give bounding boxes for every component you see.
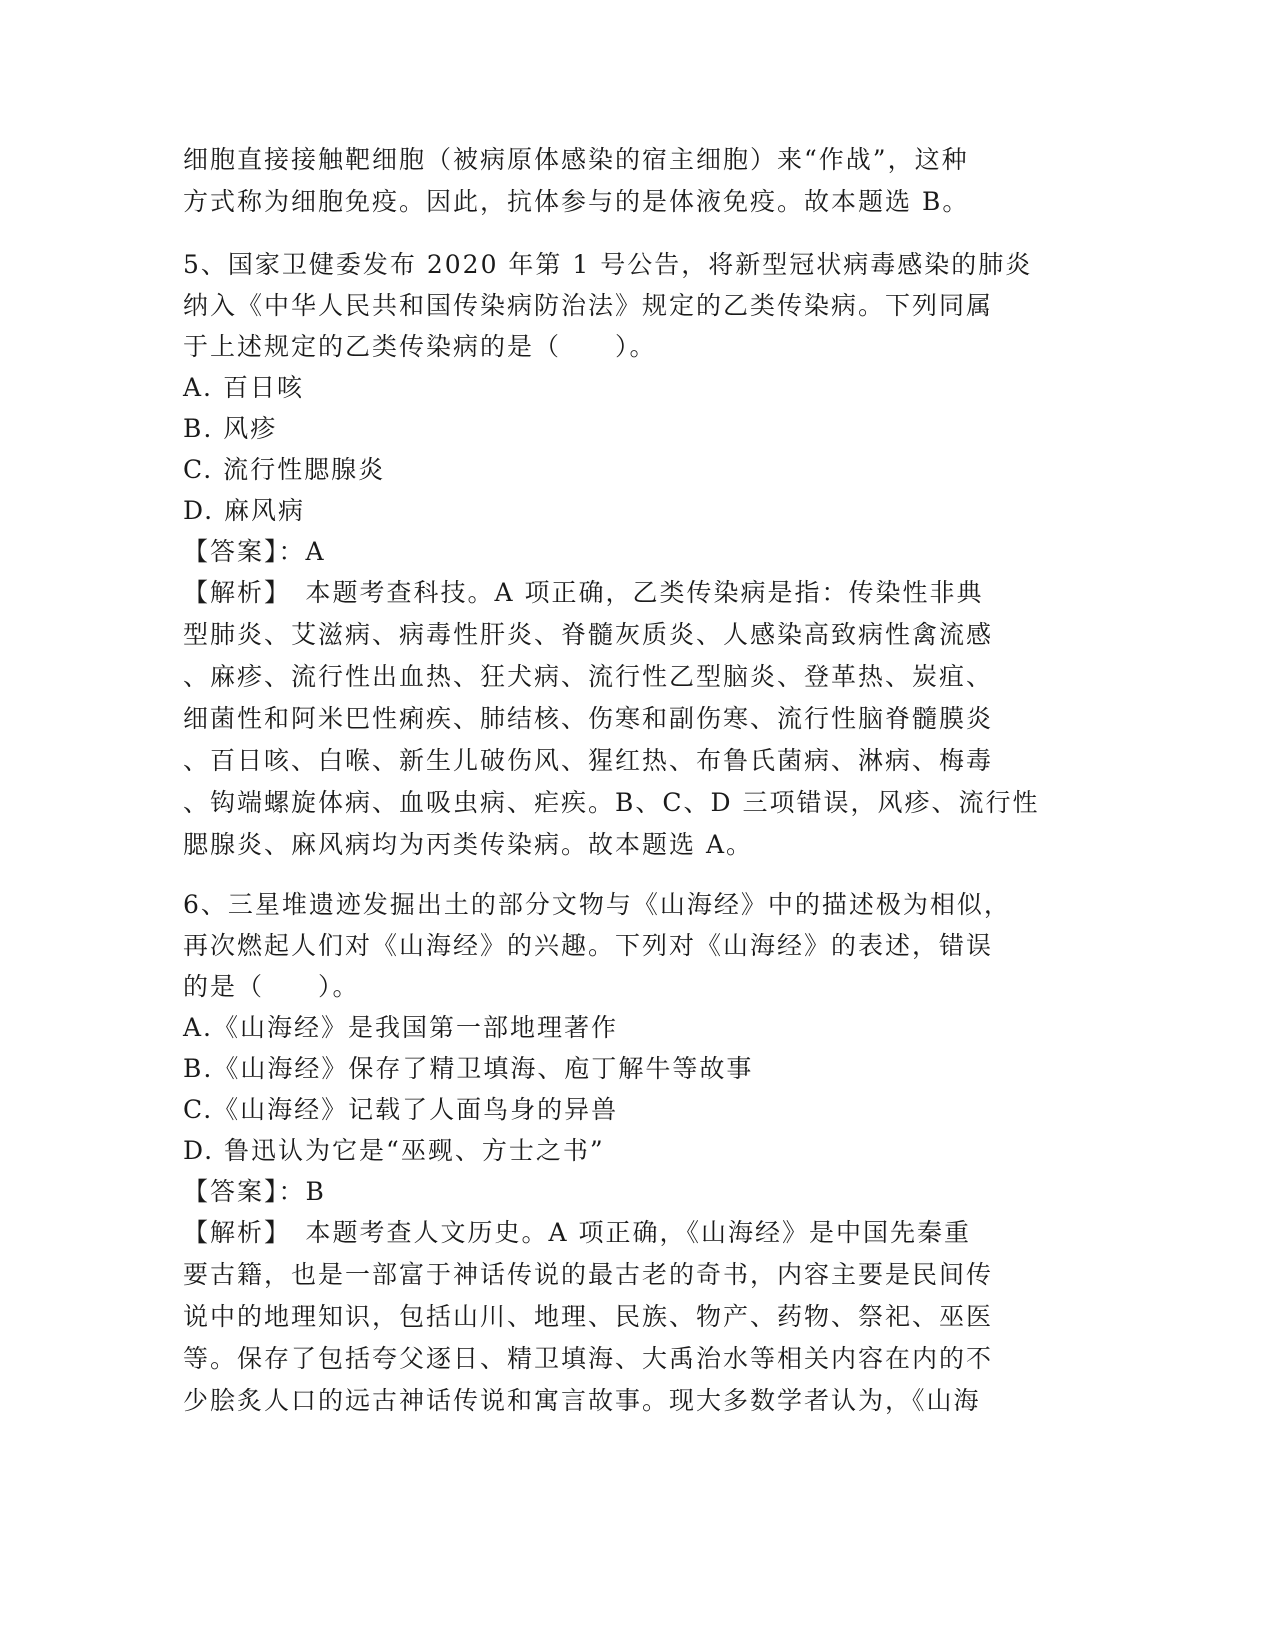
q5-stem-line: 于上述规定的乙类传染病的是（ ）。: [183, 332, 657, 361]
q6-explanation-line: 少脍炙人口的远古神话传说和寓言故事。现大多数学者认为，《山海: [183, 1386, 981, 1415]
q5-option-c: C. 流行性腮腺炎: [183, 455, 386, 484]
q5-explanation-line: 、百日咳、白喉、新生儿破伤风、猩红热、布鲁氏菌病、淋病、梅毒: [183, 746, 994, 775]
q5-explanation-line: 、钩端螺旋体病、血吸虫病、疟疾。B、C、D 三项错误，风疹、流行性: [183, 788, 1040, 817]
q6-option-c: C.《山海经》记载了人面鸟身的异兽: [183, 1095, 619, 1124]
q6-stem-line: 再次燃起人们对《山海经》的兴趣。下列对《山海经》的表述，错误: [183, 931, 994, 960]
q6-explanation-line: 要古籍，也是一部富于神话传说的最古老的奇书，内容主要是民间传: [183, 1260, 994, 1289]
q5-option-a: A. 百日咳: [183, 373, 304, 402]
q6-stem-line: 的是（ ）。: [183, 972, 360, 1001]
prev-explanation-line: 细胞直接接触靶细胞（被病原体感染的宿主细胞）来“作战”，这种: [183, 145, 969, 174]
q6-option-a: A.《山海经》是我国第一部地理著作: [183, 1013, 619, 1042]
q5-stem-line: 纳入《中华人民共和国传染病防治法》规定的乙类传染病。下列同属: [183, 291, 994, 320]
q5-explanation-line: 细菌性和阿米巴性痢疾、肺结核、伤寒和副伤寒、流行性脑脊髓膜炎: [183, 704, 994, 733]
q6-answer: 【答案】：B: [183, 1177, 326, 1206]
q6-explanation-line: 说中的地理知识，包括山川、地理、民族、物产、药物、祭祀、巫医: [183, 1302, 994, 1331]
q5-explanation-line: 、麻疹、流行性出血热、狂犬病、流行性乙型脑炎、登革热、炭疽、: [183, 662, 994, 691]
q6-stem-line: 6、三星堆遗迹发掘出土的部分文物与《山海经》中的描述极为相似，: [183, 890, 1011, 919]
q5-answer: 【答案】：A: [183, 537, 326, 566]
q5-option-b: B. 风疹: [183, 414, 278, 443]
q5-explanation-line: 型肺炎、艾滋病、病毒性肝炎、脊髓灰质炎、人感染高致病性禽流感: [183, 620, 994, 649]
q6-option-d: D. 鲁迅认为它是“巫觋、方士之书”: [183, 1136, 605, 1165]
q5-explanation-line: 腮腺炎、麻风病均为丙类传染病。故本题选 A。: [183, 830, 754, 859]
q5-explanation-line: 【解析】 本题考查科技。A 项正确，乙类传染病是指：传染性非典: [183, 578, 984, 607]
q5-option-d: D. 麻风病: [183, 496, 306, 525]
q6-explanation-line: 等。保存了包括夸父逐日、精卫填海、大禹治水等相关内容在内的不: [183, 1344, 994, 1373]
q6-option-b: B.《山海经》保存了精卫填海、庖丁解牛等故事: [183, 1054, 754, 1083]
q5-stem-line: 5、国家卫健委发布 2020 年第 1 号公告，将新型冠状病毒感染的肺炎: [183, 250, 1033, 279]
q6-explanation-line: 【解析】 本题考查人文历史。A 项正确，《山海经》是中国先秦重: [183, 1218, 972, 1247]
prev-explanation-line: 方式称为细胞免疫。因此，抗体参与的是体液免疫。故本题选 B。: [183, 187, 970, 216]
